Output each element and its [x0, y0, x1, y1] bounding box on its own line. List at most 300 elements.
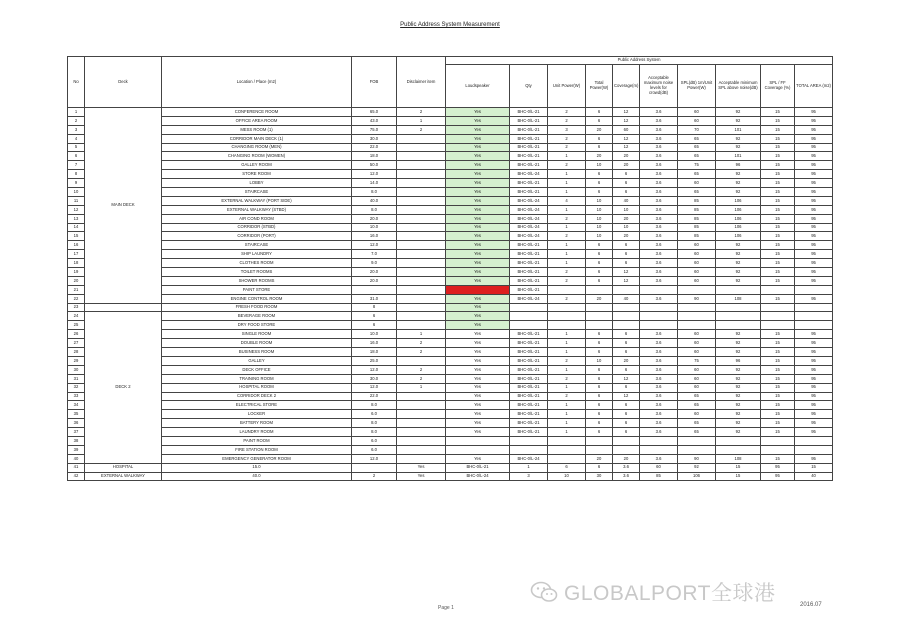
fob-value: [397, 205, 446, 214]
noise-level-value: 65: [678, 134, 716, 143]
total-power-value: 40: [613, 196, 640, 205]
fob-value: 1: [397, 383, 446, 392]
noise-level-value: 60: [678, 268, 716, 277]
row-no: 16: [68, 241, 85, 250]
loudspeaker-value: BHC-0/L-21: [510, 108, 548, 117]
total-power-value: 12: [613, 108, 640, 117]
disclaimer-cell: Yes: [446, 330, 510, 339]
location-name: DOUBLE ROOM: [162, 339, 352, 348]
noise-level-value: 65: [678, 152, 716, 161]
area-value: 12.0: [352, 454, 397, 463]
acceptable-spl-value: 15: [761, 339, 795, 348]
coverage-value: 3.6: [640, 241, 678, 250]
location-name: CLOTHES ROOM: [162, 259, 352, 268]
loudspeaker-value: BHC-0/L-21: [510, 250, 548, 259]
unit-power-value: 10: [586, 196, 613, 205]
total-power-value: 6: [586, 463, 613, 472]
disclaimer-cell: [446, 445, 510, 454]
loudspeaker-value: BHC-0/L-21: [510, 268, 548, 277]
total-power-value: 30: [586, 472, 613, 481]
acceptable-spl-value: 15: [761, 294, 795, 303]
area-value: 14.0: [352, 179, 397, 188]
spl-value: 96: [716, 356, 761, 365]
spl-coverage-value: [795, 321, 833, 330]
area-value: 16.0: [352, 232, 397, 241]
loudspeaker-value: BHC-0/L-21: [510, 365, 548, 374]
row-no: 3: [68, 125, 85, 134]
loudspeaker-value: BHC-0/L-21: [510, 179, 548, 188]
loudspeaker-value: BHC-0/L-21: [510, 116, 548, 125]
row-no: 18: [68, 259, 85, 268]
coverage-value: 3.6: [640, 143, 678, 152]
location-name: CORRIDOR MAIN DECK (1): [162, 134, 352, 143]
row-no: 8: [68, 170, 85, 179]
location-name: EXTERNAL WALKWAY (PORT SIDE): [162, 196, 352, 205]
qty-value: 1: [548, 419, 586, 428]
acceptable-spl-value: 15: [761, 356, 795, 365]
coverage-value: 3.6: [640, 161, 678, 170]
total-power-value: [613, 321, 640, 330]
disclaimer-cell: Yes: [446, 356, 510, 365]
spl-coverage-value: 95: [795, 428, 833, 437]
noise-level-value: 60: [678, 365, 716, 374]
acceptable-spl-value: 15: [761, 116, 795, 125]
row-no: 41: [68, 463, 85, 472]
loudspeaker-value: BHC-0/L-21: [510, 356, 548, 365]
qty-value: [548, 436, 586, 445]
area-value: 40.0: [162, 472, 352, 481]
disclaimer-cell: Yes: [446, 383, 510, 392]
acceptable-spl-value: 15: [761, 241, 795, 250]
spl-coverage-value: 95: [795, 152, 833, 161]
qty-value: 1: [548, 188, 586, 197]
loudspeaker-value: BHC-0/L-21: [510, 152, 548, 161]
total-power-value: 20: [613, 232, 640, 241]
coverage-value: 3.6: [640, 365, 678, 374]
location-name: SINGLE ROOM: [162, 330, 352, 339]
unit-power-value: 6: [586, 374, 613, 383]
qty-value: 1: [548, 401, 586, 410]
spl-value: 101: [716, 152, 761, 161]
spl-coverage-value: 95: [795, 223, 833, 232]
spl-coverage-value: 95: [795, 374, 833, 383]
noise-level-value: [678, 285, 716, 294]
fob-value: [397, 152, 446, 161]
disclaimer-cell: Yes: [446, 374, 510, 383]
loudspeaker-value: BHC-0/L-21: [510, 330, 548, 339]
table-row: [68, 161, 833, 170]
location-name: EMERGENCY GENERATOR ROOM: [162, 454, 352, 463]
unit-power-value: 6: [586, 339, 613, 348]
row-no: 24: [68, 312, 85, 321]
acceptable-spl-value: 15: [761, 152, 795, 161]
coverage-value: [640, 445, 678, 454]
table-row: [68, 188, 833, 197]
disclaimer-cell: Yes: [446, 428, 510, 437]
acceptable-spl-value: 15: [761, 108, 795, 117]
noise-level-value: 60: [678, 179, 716, 188]
qty-value: 1: [548, 205, 586, 214]
total-power-value: 12: [613, 268, 640, 277]
acceptable-spl-value: 15: [761, 276, 795, 285]
area-value: 20.0: [352, 214, 397, 223]
location-name: FRESH FOOD ROOM: [162, 303, 352, 312]
total-power-value: 20: [613, 214, 640, 223]
area-value: 12.0: [352, 365, 397, 374]
fob-value: [397, 436, 446, 445]
spl-value: 106: [716, 223, 761, 232]
area-value: 10.0: [352, 330, 397, 339]
area-value: 9.0: [352, 259, 397, 268]
header-qty: Qty: [510, 65, 548, 108]
coverage-value: 3.6: [640, 383, 678, 392]
unit-power-value: 10: [586, 223, 613, 232]
fob-value: [397, 268, 446, 277]
location-name: LOCKER: [162, 410, 352, 419]
loudspeaker-value: BHC-0/L-21: [510, 188, 548, 197]
row-no: 34: [68, 401, 85, 410]
location-name: DRY FOOD STORE: [162, 321, 352, 330]
noise-level-value: 90: [678, 294, 716, 303]
table-row: [68, 250, 833, 259]
location-name: CHANGING ROOM (WOMEN): [162, 152, 352, 161]
qty-value: 1: [548, 383, 586, 392]
disclaimer-cell: Yes: [446, 134, 510, 143]
unit-power-value: 10: [586, 205, 613, 214]
loudspeaker-value: [510, 312, 548, 321]
unit-power-value: 6: [586, 330, 613, 339]
location-name: BEVERAGE ROOM: [162, 312, 352, 321]
unit-power-value: 6: [586, 392, 613, 401]
acceptable-spl-value: [761, 445, 795, 454]
unit-power-value: [586, 436, 613, 445]
row-no: 11: [68, 196, 85, 205]
header-total-area: TOTAL AREA (m2): [795, 65, 833, 108]
spl-value: 101: [716, 125, 761, 134]
location-name: HOSPITAL: [85, 463, 162, 472]
coverage-value: [640, 285, 678, 294]
noise-level-value: 60: [678, 330, 716, 339]
acceptable-spl-value: 15: [761, 232, 795, 241]
spl-value: [716, 312, 761, 321]
row-no: 28: [68, 348, 85, 357]
fob-value: [397, 392, 446, 401]
qty-value: 3: [510, 472, 548, 481]
fob-value: [397, 285, 446, 294]
fob-value: [397, 196, 446, 205]
spl-value: 106: [716, 214, 761, 223]
total-power-value: 6: [613, 170, 640, 179]
coverage-value: 3.6: [640, 428, 678, 437]
area-value: 6: [352, 321, 397, 330]
acceptable-spl-value: 15: [761, 392, 795, 401]
qty-value: 1: [548, 179, 586, 188]
area-value: 22.0: [352, 143, 397, 152]
loudspeaker-value: BHC-0/L-24: [510, 196, 548, 205]
fob-value: [397, 410, 446, 419]
spl-coverage-value: 95: [795, 125, 833, 134]
disclaimer-cell: Yes: [446, 303, 510, 312]
row-no: 10: [68, 188, 85, 197]
row-no: 21: [68, 285, 85, 294]
spl-value: 106: [716, 196, 761, 205]
coverage-value: 3.6: [640, 223, 678, 232]
deck-name: MAIN DECK: [85, 108, 162, 304]
loudspeaker-value: BHC-0/L-24: [510, 214, 548, 223]
coverage-value: 3.6: [640, 152, 678, 161]
acceptable-spl-value: 15: [761, 401, 795, 410]
spl-coverage-value: 95: [795, 143, 833, 152]
area-value: 75.0: [352, 125, 397, 134]
table-row: [68, 312, 833, 321]
loudspeaker-value: BHC-0/L-21: [510, 428, 548, 437]
fob-value: [397, 170, 446, 179]
disclaimer-cell: Yes: [446, 125, 510, 134]
noise-level-value: [678, 312, 716, 321]
spl-coverage-value: 95: [795, 250, 833, 259]
disclaimer-cell: Yes: [446, 170, 510, 179]
acceptable-spl-value: 15: [761, 250, 795, 259]
qty-value: 2: [548, 143, 586, 152]
fob-value: 1: [397, 116, 446, 125]
table-row: [68, 356, 833, 365]
table-row: [68, 294, 833, 303]
spl-coverage-value: [795, 445, 833, 454]
table-row: [68, 143, 833, 152]
area-value: 8.0: [352, 205, 397, 214]
total-power-value: 6: [613, 179, 640, 188]
location-name: LOBBY: [162, 179, 352, 188]
row-no: 31: [68, 374, 85, 383]
spl-value: 106: [716, 232, 761, 241]
spl-coverage-value: 95: [795, 232, 833, 241]
watermark: [530, 578, 776, 606]
area-value: 15.0: [162, 463, 352, 472]
area-value: 6.0: [352, 436, 397, 445]
total-power-value: 6: [613, 365, 640, 374]
spl-coverage-value: 95: [795, 392, 833, 401]
acceptable-spl-value: [761, 303, 795, 312]
disclaimer-cell: Yes: [446, 143, 510, 152]
loudspeaker-value: BHC-0/L-24: [510, 223, 548, 232]
row-no: 32: [68, 383, 85, 392]
row-no: 35: [68, 410, 85, 419]
spl-value: 92: [716, 170, 761, 179]
spl-coverage-value: 95: [795, 383, 833, 392]
qty-value: 2: [548, 374, 586, 383]
table-row: [68, 232, 833, 241]
qty-value: 1: [548, 339, 586, 348]
table-row: [68, 436, 833, 445]
noise-level-value: [678, 321, 716, 330]
acceptable-spl-value: [761, 285, 795, 294]
loudspeaker-value: BHC-0/L-21: [510, 134, 548, 143]
area-value: 40.0: [352, 196, 397, 205]
disclaimer-cell: [446, 285, 510, 294]
unit-power-value: 6: [586, 401, 613, 410]
area-value: 50.0: [352, 161, 397, 170]
spl-value: 92: [716, 410, 761, 419]
table-row: [68, 419, 833, 428]
row-no: 39: [68, 445, 85, 454]
unit-power-value: [586, 321, 613, 330]
header-coverage: Coverage(m): [613, 65, 640, 108]
table-row: [68, 374, 833, 383]
spl-value: 92: [716, 143, 761, 152]
row-no: 17: [68, 250, 85, 259]
row-no: 20: [68, 276, 85, 285]
location-name: LAUNDRY ROOM: [162, 428, 352, 437]
table-row: [68, 392, 833, 401]
area-value: 16.0: [352, 339, 397, 348]
unit-power-value: 6: [586, 179, 613, 188]
row-no: 4: [68, 134, 85, 143]
table-row: [68, 285, 833, 294]
noise-level-value: 60: [678, 383, 716, 392]
coverage-value: 3.6: [640, 188, 678, 197]
qty-value: [548, 321, 586, 330]
noise-level-value: 70: [678, 125, 716, 134]
table-row: [68, 125, 833, 134]
row-no: 38: [68, 436, 85, 445]
area-value: 31.0: [352, 294, 397, 303]
fob-value: 2: [352, 472, 397, 481]
unit-power-value: [586, 303, 613, 312]
acceptable-spl-value: 15: [761, 134, 795, 143]
coverage-value: 3.6: [640, 392, 678, 401]
disclaimer-cell: Yes: [446, 410, 510, 419]
table-row: [68, 410, 833, 419]
disclaimer-cell: Yes: [446, 250, 510, 259]
spl-value: 96: [716, 161, 761, 170]
loudspeaker-value: BHC-0/L-24: [510, 232, 548, 241]
fob-value: [397, 241, 446, 250]
acceptable-spl-value: 15: [761, 196, 795, 205]
loudspeaker-value: BHC-0/L-21: [510, 241, 548, 250]
header-section: Public Address System: [446, 57, 833, 65]
spl-value: 92: [716, 392, 761, 401]
spl-value: 92: [716, 348, 761, 357]
qty-value: 2: [548, 294, 586, 303]
qty-value: 1: [548, 223, 586, 232]
coverage-value: 3.6: [640, 330, 678, 339]
spl-coverage-value: [795, 285, 833, 294]
header-no: No: [68, 57, 85, 108]
acceptable-spl-value: 15: [761, 374, 795, 383]
noise-level-value: 85: [678, 205, 716, 214]
spl-coverage-value: 95: [795, 356, 833, 365]
disclaimer-cell: Yes: [446, 365, 510, 374]
loudspeaker-value: BHC-0/L-24: [446, 472, 510, 481]
noise-level-value: [678, 445, 716, 454]
qty-value: 1: [548, 365, 586, 374]
disclaimer-cell: Yes: [397, 472, 446, 481]
spl-value: 92: [716, 365, 761, 374]
table-row: [68, 116, 833, 125]
unit-power-value: 6: [586, 428, 613, 437]
coverage-value: 3.6: [640, 179, 678, 188]
location-name: STAIRCASE: [162, 241, 352, 250]
noise-level-value: 85: [678, 232, 716, 241]
disclaimer-cell: Yes: [397, 463, 446, 472]
row-no: 15: [68, 232, 85, 241]
row-no: 25: [68, 321, 85, 330]
coverage-value: 3.6: [640, 410, 678, 419]
fob-value: [397, 321, 446, 330]
spl-value: 92: [716, 339, 761, 348]
area-value: 8.0: [352, 401, 397, 410]
coverage-value: 3.6: [640, 196, 678, 205]
unit-power-value: [586, 285, 613, 294]
total-power-value: 6: [613, 250, 640, 259]
header-deck: Deck: [85, 57, 162, 108]
row-no: 23: [68, 303, 85, 312]
acceptable-spl-value: 15: [761, 161, 795, 170]
row-no: 7: [68, 161, 85, 170]
total-power-value: 6: [613, 401, 640, 410]
qty-value: [548, 445, 586, 454]
unit-power-value: 6: [586, 250, 613, 259]
area-value: 25.0: [352, 356, 397, 365]
noise-level-value: 60: [678, 108, 716, 117]
fob-value: [397, 143, 446, 152]
spl-value: 92: [716, 116, 761, 125]
coverage-value: 3.6: [640, 356, 678, 365]
disclaimer-cell: Yes: [446, 348, 510, 357]
total-power-value: 6: [613, 419, 640, 428]
qty-value: 2: [548, 161, 586, 170]
row-no: 22: [68, 294, 85, 303]
row-no: 40: [68, 454, 85, 463]
loudspeaker-value: BHC-0/L-21: [510, 143, 548, 152]
row-no: 27: [68, 339, 85, 348]
loudspeaker-value: BHC-0/L-24: [510, 170, 548, 179]
area-value: 7.0: [352, 250, 397, 259]
noise-level-value: 60: [678, 116, 716, 125]
total-power-value: 20: [613, 454, 640, 463]
table-row: [68, 152, 833, 161]
unit-power-value: 6: [548, 463, 586, 472]
noise-level-value: 60: [678, 250, 716, 259]
location-name: ELECTRICAL STORE: [162, 401, 352, 410]
noise-level-value: 60: [678, 410, 716, 419]
spl-coverage-value: [795, 312, 833, 321]
disclaimer-cell: Yes: [446, 294, 510, 303]
fob-value: [397, 188, 446, 197]
loudspeaker-value: BHC-0/L-21: [510, 348, 548, 357]
acceptable-spl-value: 15: [761, 454, 795, 463]
spl-value: 108: [716, 454, 761, 463]
table-row: [68, 223, 833, 232]
coverage-value: 3.6: [640, 348, 678, 357]
location-name: GALLEY ROOM: [162, 161, 352, 170]
fob-value: [397, 179, 446, 188]
table-row: [68, 303, 833, 312]
total-power-value: 12: [613, 374, 640, 383]
total-power-value: 6: [613, 241, 640, 250]
fob-value: [397, 294, 446, 303]
acceptable-spl-value: 15: [761, 188, 795, 197]
acceptable-spl-value: 15: [761, 268, 795, 277]
location-name: MESS ROOM (1): [162, 125, 352, 134]
table-row: [68, 339, 833, 348]
noise-level-value: 85: [678, 223, 716, 232]
spl-coverage-value: [795, 436, 833, 445]
spl-coverage-value: 95: [795, 134, 833, 143]
location-name: TRAINING ROOM: [162, 374, 352, 383]
acceptable-spl-value: 15: [761, 259, 795, 268]
unit-power-value: 6: [586, 348, 613, 357]
